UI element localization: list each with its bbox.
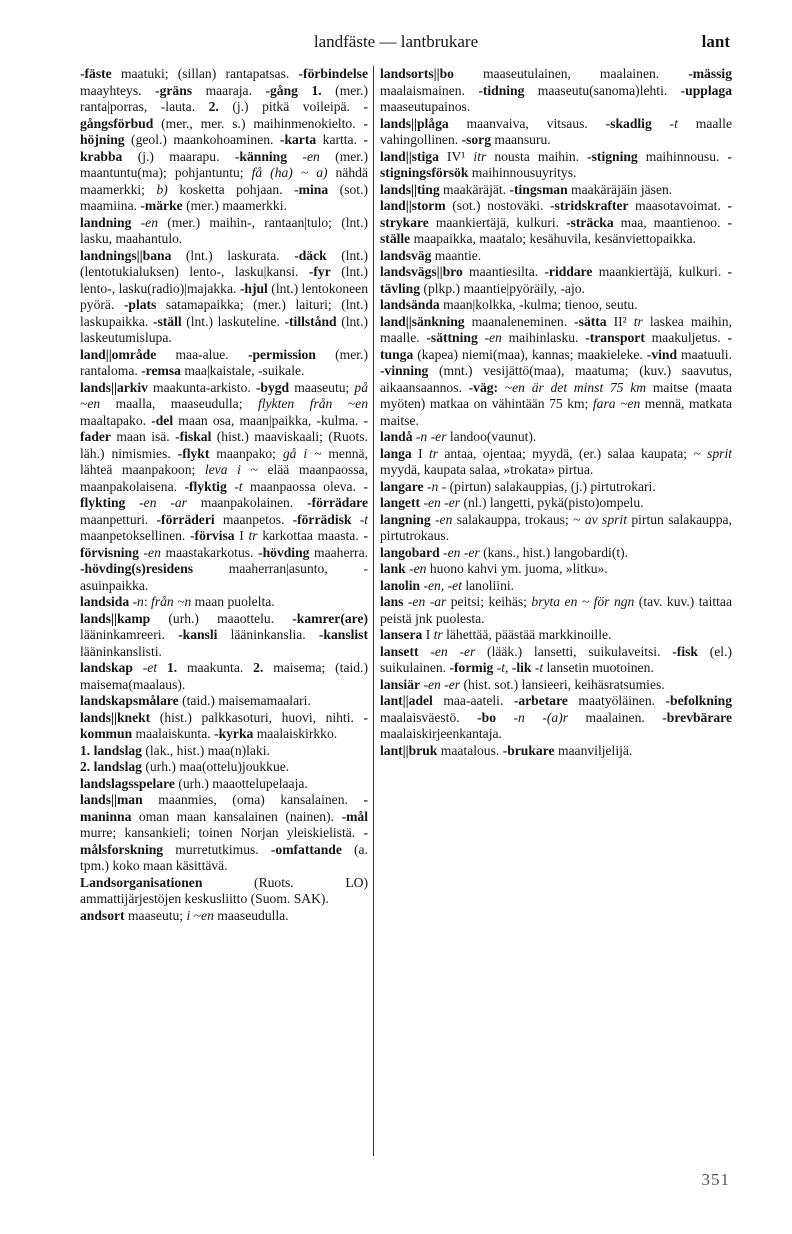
- dictionary-entry: landnings||bana (lnt.) laskurata. -däck (lnt.) (lentotukialuksen) lento-, lasku|kansi. -fyr (lnt.) lento-, lasku(radio)|majakka. -hjul (lnt.) lentokoneen pyörä. -plats satamapaikka; (mer.) laituri; (lnt.) laskupaikka. -ställ (lnt.) laskuteline. -tillstånd (lnt.) laskeutumislupa.: [80, 247, 369, 345]
- dictionary-entry: langare -n - (pirtun) salakauppias, (j.) pirtutrokari.: [380, 478, 656, 494]
- dictionary-entry: lands||knekt (hist.) palkkasoturi, huovi, nihti. -kommun maalaiskunta. -kyrka maalaiskirkko.: [80, 709, 368, 741]
- dictionary-entry: -fäste maatuki; (sillan) rantapatsas. -förbindelse maayhteys. -gräns maaraja. -gång 1. (mer.) ranta|porras, -lauta. 2. (j.) pitkä voileipä. -gångsförbud (mer., mer. s.) maihinmenokielto. -höjning (geol.) maankohoaminen. -karta kartta. -krabba (j.) maarapu. -känning -en (mer.) maantuntu(ma); pohjantuntu; få (ha) ~ a) nähdä maamerkki; b) kosketta pohjaan. -mina (sot.) maamiina. -märke (mer.) maamerkki.: [80, 66, 369, 213]
- dictionary-entry: lank -en huono kahvi ym. juoma, »litku».: [380, 561, 608, 576]
- guide-word: lant: [701, 32, 730, 51]
- left-column: [80, 66, 368, 924]
- dictionary-entry: lands||plåga maanvaiva, vitsaus. -skadlig -t maalle vahingollinen. -sorg maansuru.: [380, 115, 732, 147]
- dictionary-entry: andsort maaseutu; i ~en maaseudulla.: [80, 907, 289, 923]
- dictionary-entry: land||stiga IV¹ itr nousta maihin. -stigning maihinnousu. -stigningsförsök maihinnousuyritys.: [380, 148, 732, 180]
- dictionary-entry: land||storm (sot.) nostoväki. -stridskrafter maasotavoimat. -strykare maankiertäjä, kulkuri. -sträcka maa, maantienoo. -ställe maapaikka, maatalo; kesähuvila, kesänviettopaikka.: [380, 198, 732, 246]
- dictionary-entry: landå -n -er landoo(vaunut).: [380, 429, 537, 444]
- dictionary-entry: langa I tr antaa, ojentaa; myydä, (er.) salaa kaupata; ~ sprit myydä, kaupata salaa, »trokata» pirtua.: [380, 445, 732, 477]
- dictionary-entry: lands||kamp (urh.) maaottelu. -kamrer(are) lääninkamreeri. -kansli lääninkanslia. -kanslist lääninkanslisti.: [80, 610, 368, 659]
- dictionary-entry: lant||adel maa-aateli. -arbetare maatyöläinen. -befolkning maalaisväestö. -bo -n -(a)r maalainen. -brevbärare maalaiskirjeenkantaja.: [380, 693, 733, 741]
- dictionary-entry: landning -en (mer.) maihin-, rantaan|tulo; (lnt.) lasku, maahantulo.: [80, 214, 368, 246]
- dictionary-entry: lanolin -en, -et lanoliini.: [380, 577, 515, 593]
- dictionary-entry: lansiär -en -er (hist. sot.) lansieeri, keihäsratsumies.: [380, 676, 665, 692]
- dictionary-entry: 1. landslag (lak., hist.) maa(n)laki.: [80, 742, 270, 758]
- dictionary-entry: langning -en salakauppa, trokaus; ~ av sprit pirtun salakauppa, pirtutrokaus.: [380, 511, 732, 543]
- dictionary-entry: lands||ting maakäräjät. -tingsman maakäräjäin jäsen.: [380, 181, 673, 197]
- dictionary-entry: landsorts||bo maaseutulainen, maalainen. -mässig maalaismainen. -tidning maaseutu(sanoma)lehti. -upplaga maaseutupainos.: [380, 66, 732, 114]
- dictionary-entry: landsida -n: från ~n maan puolelta.: [80, 594, 275, 609]
- dictionary-entry: landslagsspelare (urh.) maaottelupelaaja.: [80, 775, 308, 791]
- dictionary-entry: 2. landslag (urh.) maa(ottelu)joukkue.: [80, 759, 290, 774]
- dictionary-entry: landskapsmålare (taid.) maisemamaalari.: [80, 693, 311, 708]
- running-head: landfäste — lantbrukare: [313, 32, 479, 51]
- dictionary-entry: lansett -en -er (lääk.) lansetti, suikulaveitsi. -fisk (el.) suikulainen. -formig -t, -lik -t lansetin muotoinen.: [380, 643, 732, 675]
- dictionary-entry: langett -en -er (nl.) langetti, pykä(pisto)ompelu.: [380, 495, 644, 510]
- page-header: [0, 32, 792, 54]
- dictionary-entry: Landsorganisationen (Ruots. LO) ammattijärjestöjen keskusliitto (Suom. SAK).: [80, 874, 368, 906]
- dictionary-entry: land||område maa-alue. -permission (mer.) rantaloma. -remsa maa|kaistale, -suikale.: [80, 346, 368, 378]
- right-column: [380, 66, 732, 759]
- dictionary-entry: land||sänkning maanaleneminen. -sätta II² tr laskea maihin, maalle. -sättning -en maihinlasku. -transport maakuljetus. -tunga (kapea) niemi(maa), kannas; maakieleke. -vind maatuuli. -vinning (mnt.) vesijättö(maa), maatuma; (kuv.) saavutus, aikaansaannos. -väg: ~en är det minst 75 km maitse (maata myöten) matkaa on vähintään 75 km; fara ~en mennä, matkata maitse.: [380, 313, 733, 428]
- dictionary-entry: landsväg maantie.: [380, 247, 482, 263]
- dictionary-entry: lands||man maanmies, (oma) kansalainen. -maninna oman maan kansalainen (nainen). -mål murre; kansankieli; toinen Norjan yleiskielistä. -målsforskning murretutkimus. -omfattande (a. tpm.) koko maan käsittävä.: [80, 792, 368, 873]
- dictionary-entry: lansera I tr lähettää, päästää markkinoille.: [380, 627, 612, 642]
- column-divider: [373, 66, 374, 1156]
- dictionary-entry: landskap -et 1. maakunta. 2. maisema; (taid.) maisema(maalaus).: [80, 660, 368, 692]
- dictionary-entry: landsvägs||bro maantiesilta. -riddare maankiertäjä, kulkuri. -tävling (plkp.) maantie|pyöräily, -ajo.: [380, 264, 733, 296]
- page-number: 351: [701, 1170, 730, 1189]
- dictionary-entry: lands||arkiv maakunta-arkisto. -bygd maaseutu; på ~en maalla, maaseudulla; flykten från ~en maaltapako. -del maan osa, maan|paikka, -kulma. -fader maan isä. -fiskal (hist.) maaviskaali; (Ruots. läh.) nimismies. -flykt maanpako; gå i ~ mennä, lähteä maanpakoon; leva i ~ elää maanpaossa, maanpakolaisena. -flyktig -t maanpaossa oleva. -flykting -en -ar maanpakolainen. -förrädare maanpetturi. -förräderi maanpetos. -förrädisk -t maanpetoksellinen. -förvisa I tr karkottaa maasta. -förvisning -en maastakarkotus. -hövding maaherra. -hövding(s)residens maaherran|asunto, -asuinpaikka.: [80, 379, 368, 593]
- dictionary-entry: landsända maan|kolkka, -kulma; tienoo, seutu.: [380, 297, 638, 312]
- dictionary-entry: lant||bruk maatalous. -brukare maanviljelijä.: [380, 742, 633, 758]
- dictionary-entry: lans -en -ar peitsi; keihäs; bryta en ~ för ngn (tav. kuv.) taittaa peistä jnk puolesta.: [380, 594, 732, 626]
- dictionary-entry: langobard -en -er (kans., hist.) langobardi(t).: [380, 544, 629, 560]
